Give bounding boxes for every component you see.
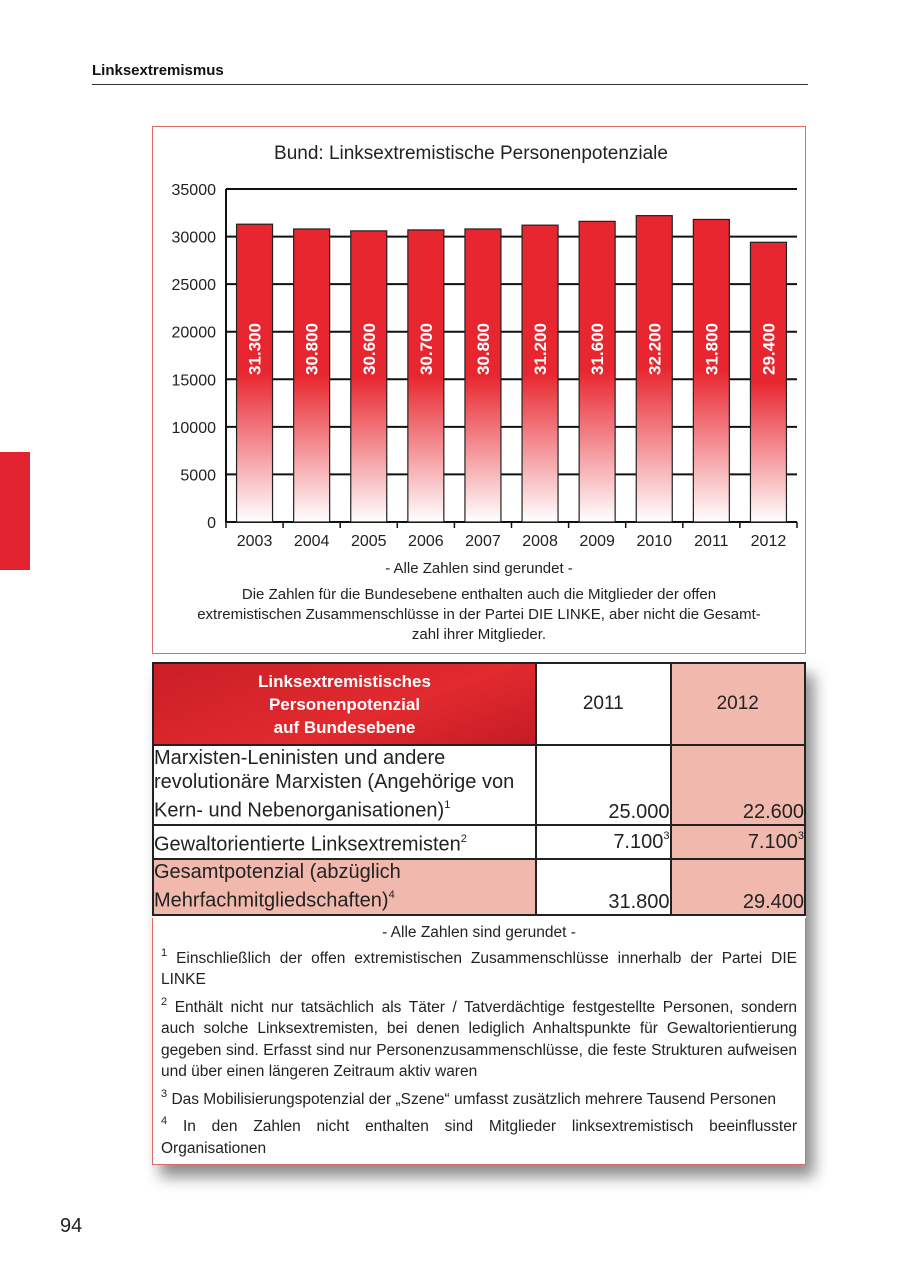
value-text: 7.100: [613, 830, 664, 853]
footnote-number: 4: [161, 1115, 168, 1128]
footnote-number: 2: [161, 995, 168, 1008]
footnote-ref: 1: [444, 799, 451, 811]
x-tick-label: 2004: [293, 533, 330, 550]
y-tick-label: 35000: [171, 182, 216, 199]
table-rounding-note: - Alle Zahlen sind gerundet -: [382, 924, 576, 941]
footnote: [161, 1085, 797, 1111]
x-tick-label: 2005: [350, 533, 387, 550]
bar-data-label: 31.200: [531, 323, 551, 375]
row-label-line: Marxisten-Leninisten und andere: [154, 747, 446, 769]
bar-data-label: 29.400: [759, 323, 779, 375]
table-header-line: Personenpotenzial: [268, 694, 421, 714]
footnote-ref: 3: [797, 829, 804, 842]
y-tick-label: 25000: [171, 277, 216, 295]
potential-table-panel: [152, 662, 806, 1165]
cell-value-2012: [671, 825, 806, 859]
x-tick-label: 2011: [694, 533, 729, 550]
bar-chart: [153, 127, 805, 567]
table-row: [153, 745, 805, 825]
table-header-label: [153, 663, 536, 745]
section-title: Linksextremismus: [92, 62, 224, 79]
table-row: [153, 859, 805, 915]
x-tick-label: 2007: [465, 533, 501, 550]
y-tick-label: 0: [207, 515, 216, 532]
table-header-line: auf Bundesebene: [273, 717, 416, 737]
column-header-2012: 2012: [671, 663, 806, 745]
row-label-line: Gesamtpotenzial (abzüglich: [154, 861, 401, 883]
footnote: [161, 993, 797, 1083]
footnote-ref: 2: [460, 832, 467, 845]
x-tick-label: 2008: [522, 533, 558, 550]
bar-data-label: 30.600: [359, 323, 379, 375]
page-number: 94: [60, 1215, 83, 1237]
footnote-ref: 4: [388, 889, 395, 901]
footnote-number: 1: [161, 946, 168, 959]
cell-value-2012: [671, 745, 806, 825]
x-tick-label: 2012: [750, 533, 787, 550]
chart-rounding-note: - Alle Zahlen sind gerundet -: [385, 560, 573, 577]
cell-value-2011: [536, 859, 670, 915]
value-text: 31.800: [608, 891, 670, 913]
header-divider: [92, 84, 808, 85]
chart-note-line-1: Die Zahlen für die Bundesebene enthalten auch die Mitglieder der offen: [241, 586, 717, 603]
row-label: [153, 745, 536, 825]
y-tick-label: 30000: [171, 229, 216, 247]
bar-data-label: 31.800: [702, 323, 722, 375]
x-tick-label: 2006: [408, 533, 444, 550]
table-header-line: Linksextremistisches: [258, 671, 431, 691]
footnotes: [152, 918, 806, 1165]
chart-title: Bund: Linksextremistische Personenpotenziale: [274, 143, 668, 164]
y-tick-label: 20000: [171, 324, 216, 342]
row-label-line: Mehrfachmitgliedschaften): [154, 889, 389, 912]
table-row: [153, 825, 805, 859]
footnote-text: In den Zahlen nicht enthalten sind Mitglieder linksextremistisch beeinflusster Organisationen: [161, 1118, 797, 1158]
footnote-text: Enthält nicht nur tatsächlich als Täter / Tatverdächtige festgestellte Personen, sondern auch solche Linksextremisten, bei denen lediglich Anhaltspunkte für Gewaltorientierung gegeben sind. Erfasst sind nur Personenzusammenschlüsse, die feste Strukturen aufweisen und über einen längeren Zeitraum aktiv waren: [161, 998, 797, 1081]
cell-value-2012: [671, 859, 806, 915]
bar: [750, 242, 786, 522]
footnote-text: Einschließlich der offen extremistischen Zusammenschlüsse innerhalb der Partei DIE LINKE: [161, 949, 797, 989]
footnote-text: Das Mobilisierungspotenzial der „Szene“ umfasst zusätzlich mehrere Tausend Personen: [171, 1090, 776, 1108]
footnote-ref: 3: [663, 829, 670, 842]
table-header-row: [153, 663, 805, 745]
value-text: 22.600: [742, 801, 804, 823]
bar-data-label: 31.600: [588, 323, 608, 375]
value-text: 29.400: [742, 891, 804, 913]
row-label: [153, 825, 536, 859]
bar-data-label: 30.800: [302, 323, 322, 375]
value-text: 25.000: [608, 801, 670, 823]
value-text: 7.100: [747, 830, 798, 853]
chart-panel: [152, 126, 806, 654]
x-tick-label: 2003: [236, 533, 273, 550]
x-tick-label: 2009: [579, 533, 615, 550]
chart-note-line-3: zahl ihrer Mitglieder.: [411, 626, 547, 643]
row-label-line: Kern- und Nebenorganisationen): [154, 799, 445, 822]
footnote-number: 3: [161, 1087, 168, 1100]
row-label-line: revolutionäre Marxisten (Angehörige von: [154, 771, 515, 793]
footnote: [161, 944, 797, 991]
chapter-tab-marker: [0, 452, 30, 570]
footnote: [161, 1112, 797, 1159]
bar-data-label: 30.800: [473, 323, 493, 375]
row-label: [153, 859, 536, 915]
bar-data-label: 30.700: [416, 323, 436, 375]
y-tick-label: 15000: [171, 372, 216, 390]
column-header-2011: 2011: [536, 663, 670, 745]
cell-value-2011: [536, 825, 670, 859]
bar: [351, 231, 387, 522]
y-tick-label: 10000: [171, 419, 216, 437]
cell-value-2011: [536, 745, 670, 825]
y-tick-label: 5000: [180, 467, 216, 485]
bar-data-label: 31.300: [245, 323, 265, 375]
x-tick-label: 2010: [636, 533, 673, 550]
bar-data-label: 32.200: [645, 323, 665, 375]
row-label-line: Gewaltorientierte Linksextremisten: [154, 833, 461, 856]
potential-table: [152, 662, 806, 916]
chart-note-line-2: extremistischen Zusammenschlüsse in der Partei DIE LINKE, aber nicht die Gesamt-: [197, 606, 761, 623]
